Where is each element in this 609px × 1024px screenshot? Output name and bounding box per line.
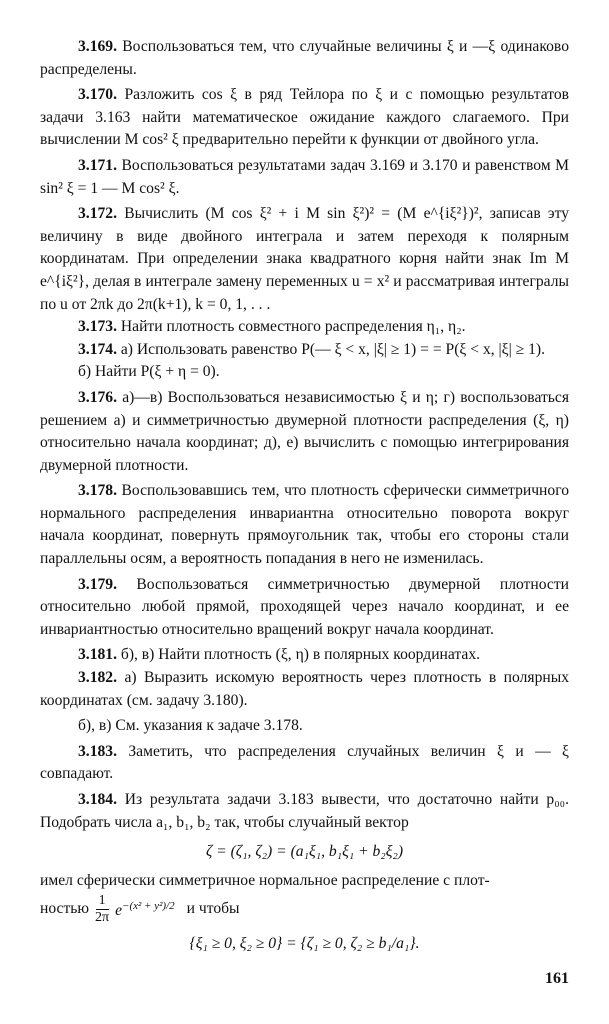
fraction-numerator: 1 [96, 893, 109, 910]
problem-number: 3.170. [78, 86, 117, 104]
hint-text: Найти плотность совместного распределения η₁, η₂. [116, 318, 466, 336]
hint-3-181 [40, 644, 569, 667]
density-fraction [95, 893, 109, 926]
hint-text: а) Использовать равенство P(— ξ < x, |ξ| ≥ 1) = = P(ξ < x, |ξ| ≥ 1). [116, 340, 545, 358]
problem-number: 3.178. [78, 482, 117, 500]
exp-power: −(x² + y²)/2 [122, 900, 175, 913]
hint-text: Воспользоваться тем, что случайные величины ξ и —ξ одинаково распределены. [40, 38, 569, 78]
problem-number: 3.172. [78, 205, 117, 223]
problem-number: 3.169. [78, 38, 117, 55]
formula-zeta: ζ = (ζ₁, ζ₂) = (a₁ξ₁, b₁ξ₁ + b₂ξ₂) [205, 843, 404, 861]
problem-number: 3.184. [78, 791, 117, 808]
hint-3-176 [40, 387, 569, 477]
problem-number: 3.181. [78, 646, 117, 664]
hint-text: Воспользоваться симметричностью двумерной плотности относительно любой прямой, проходящей через начало координат, и ее инвариантностью относительно вращений вокруг начала координат. [40, 575, 569, 638]
hint-3-174 [40, 339, 569, 362]
hint-3-171 [40, 155, 569, 200]
hint-3-169 [40, 36, 569, 81]
hint-text: Разложить cos ξ в ряд Тейлора по ξ и с помощью результатов задачи 3.163 найти математическое ожидание каждого слагаемого. При вычислении M cos² ξ предварительно перейти к функции от двойного угла. [40, 86, 569, 149]
density-line [40, 893, 569, 926]
hint-text: б), в) Найти плотность (ξ, η) в полярных координатах. [116, 646, 481, 664]
hint-text: Из результата задачи 3.183 вывести, что достаточно найти p₀₀. Подобрать числа a₁, b₁, b₂ так, чтобы случайный вектор [40, 791, 569, 831]
problem-number: 3.183. [78, 742, 117, 760]
hint-text: а)—в) Воспользоваться независимостью ξ и η; г) воспользоваться решением а) и симметричностью двумерной плотности распределения (ξ, η) относительно начала координат; д), е) вычислить с помощью интегрирования двумерной плотности. [40, 388, 569, 474]
hint-3-183 [40, 741, 569, 786]
hint-3-179 [40, 574, 569, 642]
hint-3-182 [40, 667, 569, 712]
exponential [115, 895, 175, 923]
hint-3-172 [40, 203, 569, 316]
hint-3-184 [40, 789, 569, 834]
problem-number: 3.182. [78, 669, 117, 687]
problem-number: 3.174. [78, 340, 117, 358]
fraction-denominator: 2π [95, 909, 110, 925]
hint-3-174-b [40, 361, 569, 384]
density-tail: и чтобы [186, 899, 240, 917]
hint-text: б) Найти P(ξ + η = 0). [78, 363, 220, 381]
hint-text: б), в) См. указания к задаче 3.178. [78, 717, 303, 735]
hint-3-173 [40, 316, 569, 339]
problem-number: 3.171. [78, 156, 117, 174]
problem-number: 3.173. [78, 318, 117, 336]
hint-3-170 [40, 84, 569, 152]
exp-base: e [115, 902, 123, 920]
formula-events: {ξ₁ ≥ 0, ξ₂ ≥ 0} = {ζ₁ ≥ 0, ζ₂ ≥ b₁/a₁}. [189, 934, 420, 952]
hint-text: а) Выразить искомую вероятность через плотность в полярных координатах (см. задачу 3.180). [40, 669, 569, 709]
hint-3-182-bv [40, 715, 569, 738]
hint-3-178 [40, 480, 569, 570]
continuation-text: имел сферически симметричное нормальное распределение с плот- [40, 872, 490, 890]
page-number: 161 [545, 970, 569, 987]
hint-text: Вычислить (M cos ξ² + i M sin ξ²)² = (M e^{iξ²})², записав эту величину в виде двойного интеграла и затем переходя к полярным координатам. При определении знака квадратного корня найти знак Im M e^{iξ²}, делая в интеграле замену переменных u = x² и рассматривая интегралы по u от 2πk до 2π(k+1), k = 0, 1, . . . [40, 205, 569, 313]
hint-text: Заметить, что распределения случайных величин ξ и — ξ совпадают. [40, 742, 569, 783]
problem-number: 3.179. [78, 575, 117, 593]
problem-number: 3.176. [78, 388, 117, 406]
hint-text: Воспользоваться результатами задач 3.169 и 3.170 и равенством M sin² ξ = 1 — M cos² ξ. [40, 156, 569, 197]
density-lead: ностью [40, 899, 90, 917]
hint-text: Воспользовавшись тем, что плотность сферически симметричного нормального распределения инвариантна относительно поворота вокруг начала координат, повернуть прямоугольник так, чтобы его стороны стали параллельны осям, а вероятность попадания в него не изменилась. [40, 482, 569, 568]
